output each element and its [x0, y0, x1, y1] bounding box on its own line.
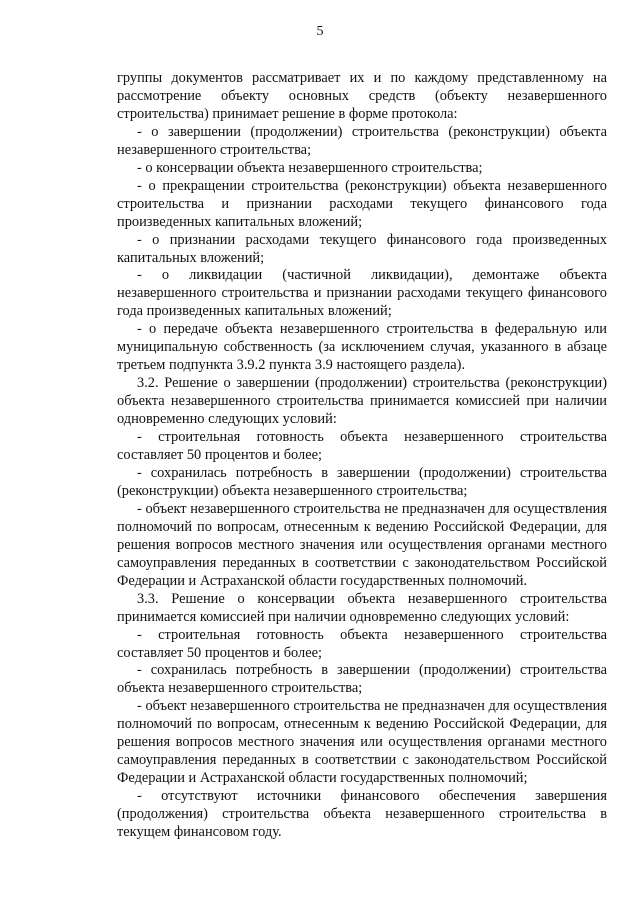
condition-not-intended: - объект незавершенного строительства не предназначен для осуществления полномочий по вопросам, отнесенным к ведению Российской Федерации, для решения вопросов местного значения или осуществления органами местного самоуправления переданных в соответствии с законодательством Российской Федерации и Астраханской области государственных полномочий.	[117, 500, 607, 589]
condition-need: - сохранилась потребность в завершении (продолжении) строительства (реконструкции) объекта незавершенного строительства;	[117, 464, 607, 499]
list-item-recognition-expenses: - о признании расходами текущего финансового года произведенных капитальных вложений;	[117, 231, 607, 266]
page-number: 5	[316, 24, 324, 39]
paragraph-continuation: группы документов рассматривает их и по каждому представленному на рассмотрение объекту основных средств (объекту незавершенного строительства) принимает решение в форме протокола:	[117, 70, 607, 122]
condition-not-intended: - объект незавершенного строительства не предназначен для осуществления полномочий по вопросам, отнесенным к ведению Российской Федерации, для решения вопросов местного значения или осуществления органами местного самоуправления переданных в соответствии с законодательством Российской Федерации и Астраханской области государственных полномочий;	[117, 698, 607, 787]
document-body	[117, 70, 607, 842]
condition-need: - сохранилась потребность в завершении (продолжении) строительства объекта незавершенного строительства;	[117, 662, 607, 697]
list-item-liquidation: - о ликвидации (частичной ликвидации), демонтаже объекта незавершенного строительства и признании расходами текущего финансового года произведенных капитальных вложений;	[117, 267, 607, 320]
condition-no-funding: - отсутствуют источники финансового обеспечения завершения (продолжения) строительства объекта незавершенного строительства в текущем финансовом году.	[117, 788, 607, 841]
section-3-2-heading-paragraph: 3.2. Решение о завершении (продолжении) строительства (реконструкции) объекта незавершенного строительства принимается комиссией при наличии одновременно следующих условий:	[117, 375, 607, 428]
section-3-3-heading-paragraph: 3.3. Решение о консервации объекта незавершенного строительства принимается комиссией при наличии одновременно следующих условий:	[117, 590, 607, 625]
condition-readiness: - строительная готовность объекта незавершенного строительства составляет 50 процентов и более;	[117, 626, 607, 661]
list-item-completion: - о завершении (продолжении) строительства (реконструкции) объекта незавершенного строительства;	[117, 123, 607, 158]
list-item-conservation: - о консервации объекта незавершенного строительства;	[137, 159, 483, 176]
list-item-termination: - о прекращении строительства (реконструкции) объекта незавершенного строительства и признании расходами текущего финансового года произведенных капитальных вложений;	[117, 177, 607, 230]
list-item-transfer: - о передаче объекта незавершенного строительства в федеральную или муниципальную собственность (за исключением случая, указанного в абзаце третьем подпункта 3.9.2 пункта 3.9 настоящего раздела).	[117, 321, 607, 374]
condition-readiness: - строительная готовность объекта незавершенного строительства составляет 50 процентов и более;	[117, 429, 607, 464]
